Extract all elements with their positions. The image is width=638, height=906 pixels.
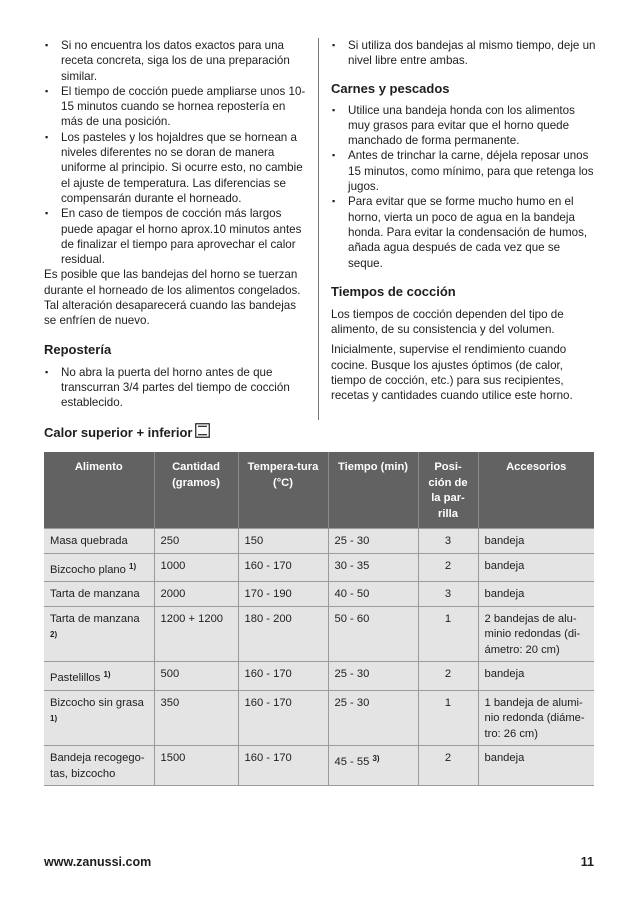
accesorios-value: bandeja [484,588,525,600]
accesorios-value: 1 bandeja de alumi-nio redonda (diáme-tro: 26 cm) [484,696,585,740]
footnote-ref: 1) [50,714,58,723]
accesorios-value: bandeja [484,559,525,572]
tiempo-value: 25 - 30 [334,696,370,709]
cell-cantidad [154,553,238,582]
cell-alimento [44,662,154,691]
cell-tiempo [328,582,418,607]
cell-accesorios [478,606,594,662]
footnote-ref: 3) [372,754,380,763]
posicion-value: 2 [444,668,452,680]
table-row [44,553,594,582]
table-header-row [44,452,594,529]
cell-posicion [418,662,478,691]
cell-accesorios [478,662,594,691]
cell-posicion [418,746,478,786]
column-header-alimento: Alimento [44,452,154,529]
table-row [44,606,594,662]
left-column [44,38,306,411]
page-number: 11 [580,855,594,869]
cantidad-value: 250 [160,535,180,547]
list-item: ▪ En caso de tiempos de cocción más largos puede apagar el horno aprox.10 minutos antes de finalizar el tiempo para aprovechar el calor residual. [44,206,306,267]
temperatura-value: 160 - 170 [244,668,292,680]
cell-temperatura [238,662,328,691]
cell-temperatura [238,746,328,786]
list-item: ▪ Utilice una bandeja honda con los alimentos muy grasos para evitar que el horno quede manchado de forma permanente. [331,103,597,149]
cell-tiempo [328,662,418,691]
alimento-value: Bizcocho sin grasa [50,696,144,709]
table-row [44,529,594,554]
cell-posicion [418,553,478,582]
tiempo-value: 40 - 50 [334,588,370,600]
temperatura-value: 180 - 200 [244,612,292,625]
table-row [44,582,594,607]
cell-alimento [44,606,154,662]
posicion-value: 3 [444,535,452,547]
posicion-value: 1 [444,696,452,709]
reposteria-list [44,365,306,411]
list-item: ▪ El tiempo de cocción puede ampliarse unos 10-15 minutos cuando se hornea repostería en más de una posición. [44,84,306,130]
cooking-table [44,452,594,786]
cell-posicion [418,606,478,662]
cell-alimento [44,553,154,582]
temperatura-value: 160 - 170 [244,559,292,572]
cantidad-value: 1000 [160,559,186,572]
cell-posicion [418,582,478,607]
tiempo-value: 25 - 30 [334,535,370,547]
tiempo-value: 30 - 35 [334,559,370,572]
cell-cantidad [154,582,238,607]
tips-list-continued [331,38,597,69]
cell-temperatura [238,690,328,746]
list-item: ▪ Los pasteles y los hojaldres que se hornean a niveles diferentes no se doran de manera uniforme al principio. Si ocurre esto, no cambie el ajuste de temperatura. Las diferencias se compensarán durante el horneado. [44,130,306,206]
trays-paragraph: Es posible que las bandejas del horno se tuerzan durante el horneado de los alimentos congelados. Tal alteración desaparecerá cuando las bandejas se enfríen de nuevo. [44,268,301,328]
alimento-value: Masa quebrada [50,535,128,547]
cell-temperatura [238,529,328,554]
alimento-value: Pastelillos [50,672,101,684]
cell-temperatura [238,553,328,582]
alimento-value: Bandeja recogego-tas, bizcocho [50,752,145,780]
posicion-value: 2 [444,559,452,572]
cell-temperatura [238,582,328,607]
accesorios-value: bandeja [484,752,525,764]
accesorios-value: bandeja [484,668,525,680]
temperatura-value: 170 - 190 [244,588,292,600]
cell-tiempo [328,553,418,582]
tiempos-paragraph: Inicialmente, supervise el rendimiento cuando cocine. Busque los ajustes óptimos (de calor, tiempo de cocción, etc.) para sus recipientes, recetas y cantidades cuando utilice este horno. [331,343,573,403]
tiempo-value: 45 - 55 [334,756,370,768]
cantidad-value: 1500 [160,752,186,764]
table-row [44,662,594,691]
list-item: ▪ No abra la puerta del horno antes de que transcurran 3/4 partes del tiempo de cocción establecido. [44,365,306,411]
carnes-list [331,103,597,271]
cell-tiempo [328,606,418,662]
tiempos-paragraph: Los tiempos de cocción dependen del tipo de alimento, de su consistencia y del volumen. [331,307,564,337]
temperatura-value: 160 - 170 [244,752,292,764]
cell-accesorios [478,582,594,607]
cantidad-value: 2000 [160,588,186,600]
cantidad-value: 500 [160,668,180,680]
column-header-posicion: Posi-ción de la par-rilla [418,452,478,529]
table-body [44,529,594,786]
cantidad-value: 1200 + 1200 [160,612,224,625]
cell-accesorios [478,553,594,582]
column-header-cantidad: Cantidad (gramos) [154,452,238,529]
cell-cantidad [154,529,238,554]
cell-posicion [418,690,478,746]
cell-alimento [44,529,154,554]
cell-cantidad [154,690,238,746]
posicion-value: 1 [444,612,452,625]
section-heading-carnes: Carnes y pescados [331,80,450,96]
list-item: ▪ Antes de trinchar la carne, déjela reposar unos 15 minutos, como mínimo, para que retenga los jugos. [331,148,597,194]
column-divider [318,38,319,420]
cell-temperatura [238,606,328,662]
table-section-title [44,423,210,442]
footnote-ref: 1) [103,670,111,679]
alimento-value: Tarta de manzana [50,588,140,600]
list-item: ▪ Para evitar que se forme mucho humo en el horno, vierta un poco de agua en la bandeja honda. Para evitar la condensación de humos, añada agua después de cada vez que se seque. [331,194,597,270]
cell-tiempo [328,746,418,786]
column-header-accesorios: Accesorios [478,452,594,529]
cell-cantidad [154,746,238,786]
table-row [44,746,594,786]
top-bottom-heat-icon [195,423,210,442]
cantidad-value: 350 [160,696,180,709]
list-item: ▪ Si no encuentra los datos exactos para una receta concreta, siga los de una preparación similar. [44,38,306,84]
temperatura-value: 150 [244,535,264,547]
accesorios-value: 2 bandejas de alu-minio redondas (di-ámetro: 20 cm) [484,612,581,656]
section-heading-reposteria: Repostería [44,341,112,357]
footnote-ref: 1) [129,561,137,571]
table-title-text: Calor superior + inferior [44,424,193,440]
cell-accesorios [478,690,594,746]
footnote-ref: 2) [50,630,58,639]
cell-alimento [44,690,154,746]
tiempo-value: 50 - 60 [334,612,370,625]
tiempo-value: 25 - 30 [334,668,370,680]
cell-tiempo [328,690,418,746]
alimento-value: Tarta de manzana [50,612,140,625]
temperatura-value: 160 - 170 [244,696,292,709]
posicion-value: 2 [444,752,452,764]
alimento-value: Bizcocho plano [50,563,126,576]
cell-alimento [44,746,154,786]
cell-cantidad [154,606,238,662]
cell-posicion [418,529,478,554]
cell-cantidad [154,662,238,691]
cell-tiempo [328,529,418,554]
column-header-temperatura: Tempera-tura (°C) [238,452,328,529]
accesorios-value: bandeja [484,535,525,547]
column-header-tiempo: Tiempo (min) [328,452,418,529]
posicion-value: 3 [444,588,452,600]
table-row [44,690,594,746]
cell-accesorios [478,746,594,786]
cell-accesorios [478,529,594,554]
cell-alimento [44,582,154,607]
tips-list [44,38,306,267]
list-item: ▪ Si utiliza dos bandejas al mismo tiempo, deje un nivel libre entre ambas. [331,38,597,69]
right-column [331,38,597,404]
footer-url: www.zanussi.com [44,855,152,869]
section-heading-tiempos: Tiempos de cocción [331,283,456,299]
